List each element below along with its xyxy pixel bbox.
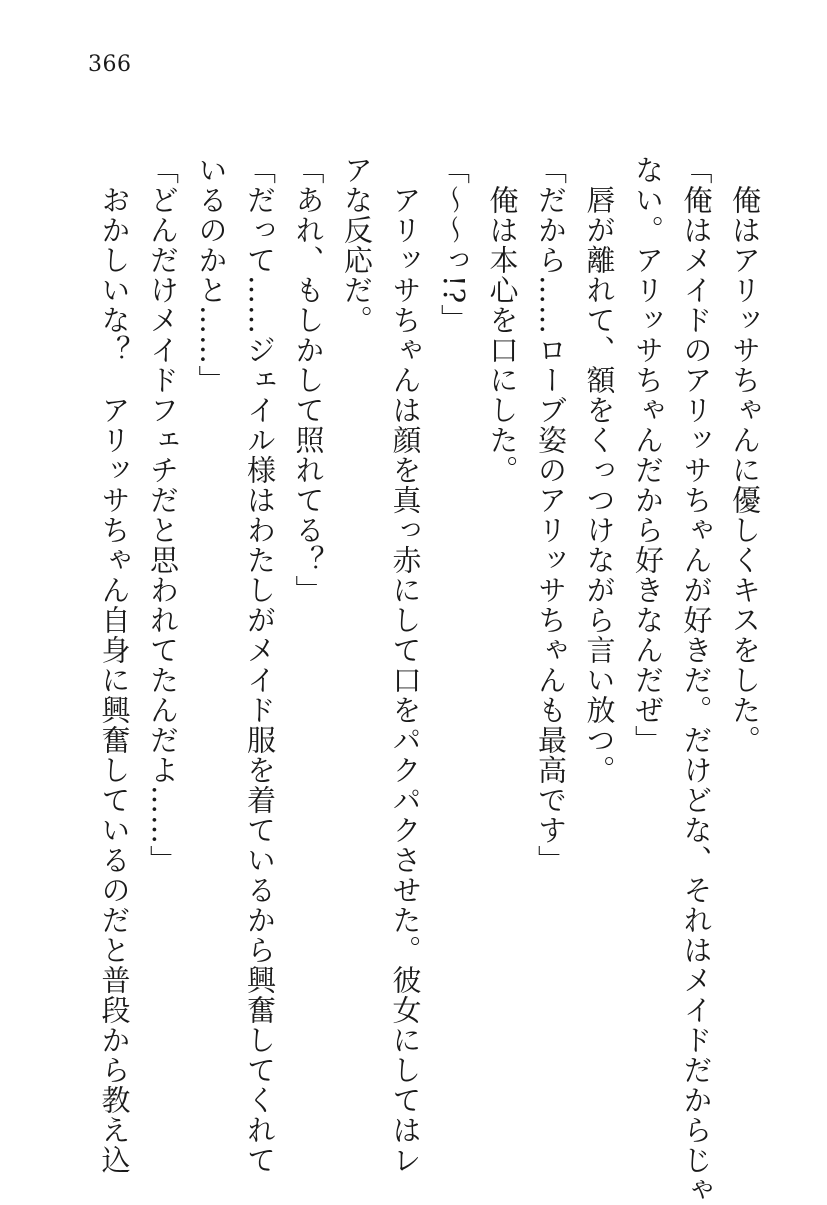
page-number: 366 <box>88 52 132 77</box>
text-line: アな反応だ。 <box>340 155 374 335</box>
text-line: 「だって……ジェイル様はわたしがメイド服を着ているから興奮してくれて <box>243 155 277 1175</box>
text-line: おかしいな？ アリッサちゃん自身に興奮しているのだと普段から教え込 <box>97 155 132 1175</box>
novel-body-text <box>90 155 769 1205</box>
text-line: 「どんだけメイドフェチだと思われてたんだよ……」 <box>146 155 180 875</box>
text-line: アリッサちゃんは顔を真っ赤にして口をパクパクさせた。彼女にしてはレ <box>388 155 423 1175</box>
text-line: 俺はアリッサちゃんに優しくキスをした。 <box>728 155 762 755</box>
text-line: 「〜〜っ!?」 <box>437 155 471 335</box>
text-line: 「だから……ローブ姿のアリッサちゃんも最高です」 <box>534 155 568 875</box>
text-line: ない。アリッサちゃんだから好きなんだぜ」 <box>631 155 665 755</box>
text-line: いるのかと……」 <box>194 155 229 395</box>
text-line: 「あれ、もしかして照れてる？」 <box>291 155 326 605</box>
text-line: 「俺はメイドのアリッサちゃんが好きだ。だけどな、それはメイドだからじゃ <box>679 155 714 1205</box>
text-line: 唇が離れて、額をくっつけながら言い放つ。 <box>582 155 617 785</box>
text-line: 俺は本心を口にした。 <box>485 155 520 485</box>
